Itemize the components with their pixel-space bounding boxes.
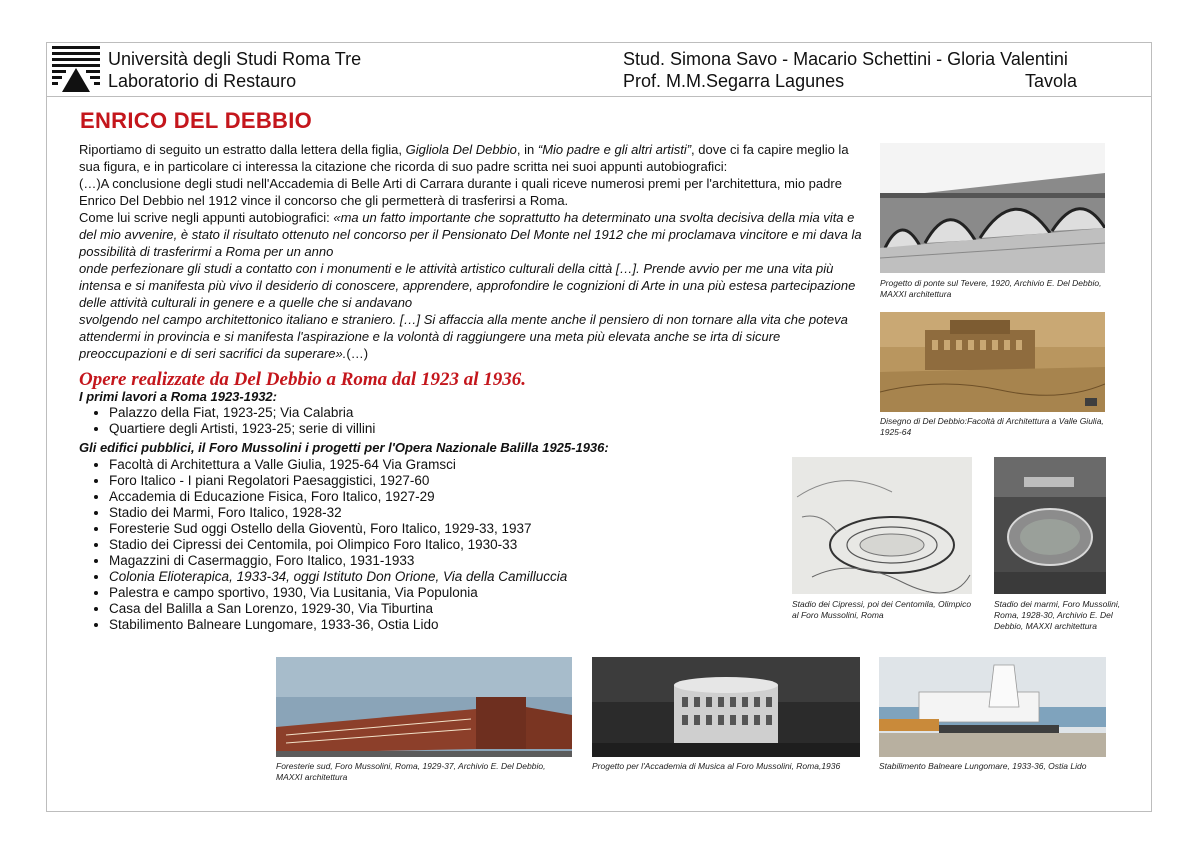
list-item: • Magazzini di Casermaggio, Foro Italico, 1931-1933	[109, 553, 567, 569]
intro-text-segment: (…)	[346, 346, 369, 361]
list-item: • Stabilimento Balneare Lungomare, 1933-36, Ostia Lido	[109, 617, 567, 633]
list-item: • Foresterie Sud oggi Ostello della Gioventù, Foro Italico, 1929-33, 1937	[109, 521, 567, 537]
stadio-marmi-caption: Stadio dei marmi, Foro Mussolini, Roma, 1928-30, Archivio E. Del Debbio, MAXXI architettura	[994, 599, 1121, 631]
intro-paragraph-5	[79, 311, 869, 362]
facolta-caption: Disegno di Del Debbio:Facoltà di Architettura a Valle Giulia, 1925-64	[880, 416, 1104, 437]
section-early-works-title: I primi lavori a Roma 1923-1932:	[79, 389, 277, 404]
list-item: • Palestra e campo sportivo, 1930, Via Lusitania, Via Populonia	[109, 585, 567, 601]
header-divider	[46, 96, 1152, 97]
intro-quote: svolgendo nel campo architettonico italiano e straniero. […] Si affaccia alla mente anche il pensiero di non tornare alla vita che poteva attendermi in provincia e si manifesta l'aspirazione e la volontà di raggiungere una meta più elevata anche se irta di sicure preoccupazioni e di seri sacrifici da superare».	[79, 312, 848, 361]
stadio-cipressi-sketch-image	[792, 457, 972, 594]
foresterie-caption: Foresterie sud, Foro Mussolini, Roma, 1929-37, Archivio E. Del Debbio, MAXXI architettura	[276, 761, 546, 782]
stadio-cipressi-caption: Stadio dei Cipressi, poi dei Centomila, Olimpico al Foro Mussolini, Roma	[792, 599, 972, 620]
list-item: • Colonia Elioterapica, 1933-34, oggi Istituto Don Orione, Via della Camilluccia	[109, 569, 567, 585]
section-public-buildings-title: Gli edifici pubblici, il Foro Mussolini i progetti per l'Opera Nazionale Balilla 1925-1936:	[79, 440, 609, 455]
intro-author-name: Gigliola Del Debbio	[405, 142, 517, 157]
list-item: • Foro Italico - I piani Regolatori Paesaggistici, 1927-60	[109, 473, 567, 489]
works-heading: Opere realizzate da Del Debbio a Roma dal 1923 al 1936.	[79, 369, 526, 390]
stabilimento-balneare-caption: Stabilimento Balneare Lungomare, 1933-36, Ostia Lido	[879, 761, 1087, 771]
lab-name: Laboratorio di Restauro	[108, 71, 297, 91]
intro-paragraph-1	[79, 141, 869, 175]
list-item: • Casa del Balilla a San Lorenzo, 1929-30, Via Tiburtina	[109, 601, 567, 617]
professor-name: Prof. M.M.Segarra Lagunes	[623, 71, 845, 91]
intro-quote: «ma un fatto importante che soprattutto ha determinato una svolta decisiva della mia vita e del mio avvenire, è stato il risultato ottenuto nel concorso per il Pensionato Del Monte nel 1912 che mi proclamava vincitore e mi dava la possibilità di trasferirmi a Roma per un anno	[79, 210, 862, 259]
intro-paragraph-3	[79, 209, 869, 260]
foresterie-drawing-image	[276, 657, 572, 757]
early-works-list	[79, 405, 375, 437]
accademia-musica-caption: Progetto per l'Accademia di Musica al Foro Mussolini, Roma,1936	[592, 761, 841, 771]
intro-paragraph-4: onde perfezionare gli studi a contatto con i monumenti e le attività artistico culturali della città […]. Prende avvio per me una vita più intensa e si manifesta più vivo il desiderio di conoscere, apprendere, approfondire le cognizioni di Arte in una più estesa partecipazione delle attività culturali in genere e a quelle che si andavano	[79, 261, 856, 310]
intro-text-segment: , dove ci fa capire meglio la sua figura, e in particolare ci interessa la citazione che ricorda di suo padre scritta nei suoi appunti autobiografici:	[79, 142, 849, 174]
list-item: • Accademia di Educazione Fisica, Foro Italico, 1927-29	[109, 489, 567, 505]
students-names: Stud. Simona Savo - Macario Schettini - Gloria Valentini	[623, 49, 1068, 69]
intro-text-segment: Come lui scrive negli appunti autobiografici:	[79, 210, 334, 225]
intro-paragraph-2: (…)A conclusione degli studi nell'Accademia di Belle Arti di Carrara durante i quali riceve numerosi premi per l'architettura, mio padre Enrico Del Debbio nel 1912 vince il concorso che gli permetterà di trasferirsi a Roma.	[79, 176, 842, 208]
university-name: Università degli Studi Roma Tre	[108, 49, 362, 69]
intro-text-segment: Riportiamo di seguito un estratto dalla lettera della figlia,	[79, 142, 406, 157]
list-item: • Facoltà di Architettura a Valle Giulia, 1925-64 Via Gramsci	[109, 457, 567, 473]
bridge-caption: Progetto di ponte sul Tevere, 1920, Archivio E. Del Debbio, MAXXI architettura	[880, 278, 1102, 299]
page-title: ENRICO DEL DEBBIO	[80, 108, 313, 133]
list-item: • Stadio dei Cipressi dei Centomila, poi Olimpico Foro Italico, 1930-33	[109, 537, 567, 553]
facolta-drawing-image	[880, 312, 1105, 412]
public-buildings-list	[79, 457, 567, 633]
intro-book-title: “Mio padre e gli altri artisti”	[537, 142, 692, 157]
accademia-musica-drawing-image	[592, 657, 860, 757]
intro-text	[79, 141, 869, 362]
list-item: • Quartiere degli Artisti, 1923-25; serie di villini	[109, 421, 375, 437]
intro-text-segment: , in	[516, 142, 538, 157]
tavola-label: Tavola	[1025, 71, 1078, 91]
roma-tre-logo-icon	[52, 45, 100, 93]
stadio-marmi-photo-image	[994, 457, 1106, 594]
stabilimento-balneare-drawing-image	[879, 657, 1106, 757]
list-item: • Palazzo della Fiat, 1923-25; Via Calabria	[109, 405, 375, 421]
list-item: • Stadio dei Marmi, Foro Italico, 1928-32	[109, 505, 567, 521]
bridge-drawing-image	[880, 143, 1105, 273]
